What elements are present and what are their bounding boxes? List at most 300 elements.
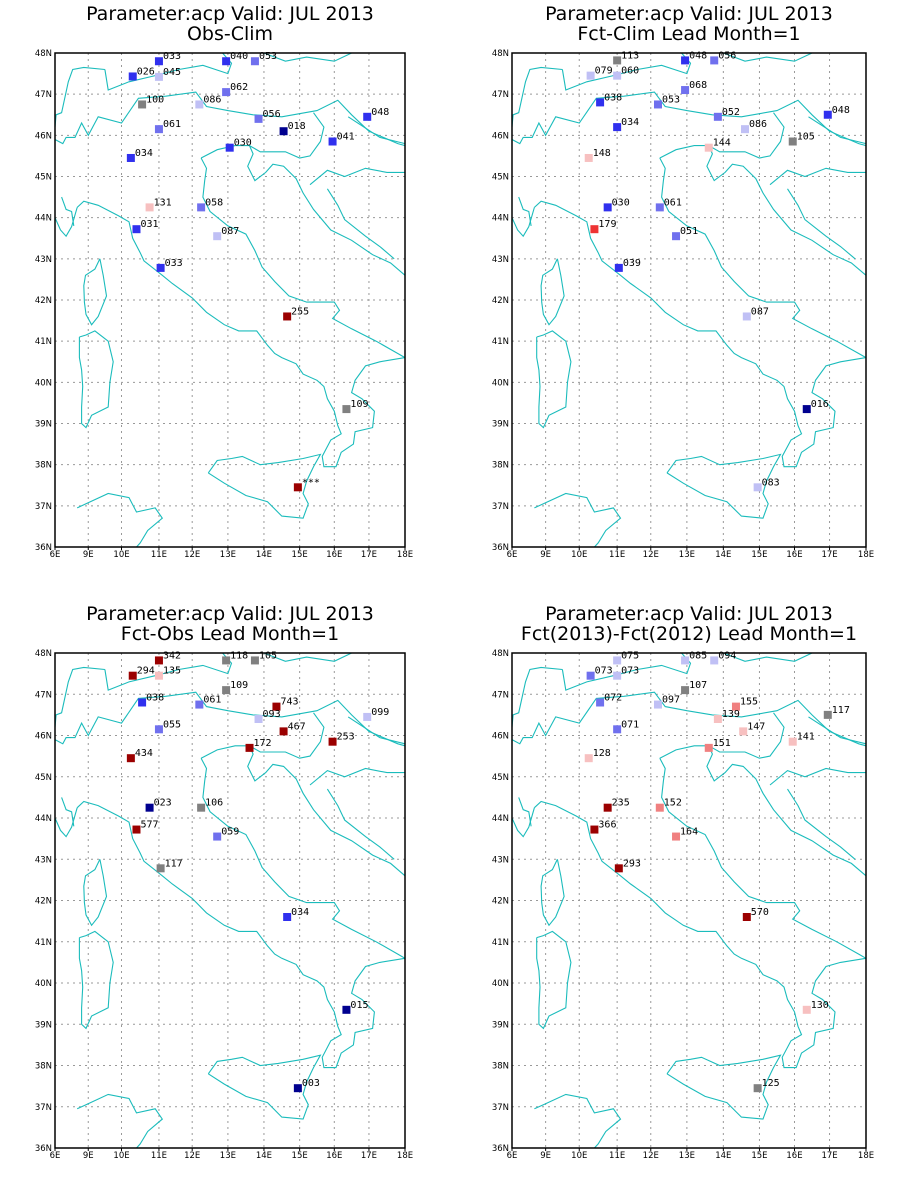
station-value-label: 051 <box>680 226 699 238</box>
coastline <box>84 259 107 325</box>
station-marker[interactable] <box>157 864 165 872</box>
station-value-label: *** <box>301 477 320 489</box>
station-marker[interactable] <box>743 913 751 921</box>
station-marker[interactable] <box>672 833 680 841</box>
station-value-label: 434 <box>134 748 153 760</box>
x-tick-label: 9E <box>82 550 94 560</box>
station-value-label: 255 <box>291 306 310 318</box>
y-tick-label: 41N <box>491 937 509 948</box>
station-value-label: 048 <box>689 50 708 62</box>
station-value-label: 147 <box>747 721 766 733</box>
station-value-label: 144 <box>712 137 731 149</box>
y-axis <box>35 49 52 553</box>
station-marker[interactable] <box>329 138 337 146</box>
y-tick-label: 36N <box>34 543 52 553</box>
station-marker[interactable] <box>363 713 371 721</box>
station-value-label: 117 <box>831 704 850 716</box>
station-value-label: 031 <box>140 219 159 231</box>
station-value-label: 056 <box>262 108 281 120</box>
x-tick-label: 17E <box>821 550 838 560</box>
station-value-label: 151 <box>712 737 731 749</box>
x-tick-label: 17E <box>360 1151 378 1161</box>
station-value-label: 125 <box>761 1078 780 1090</box>
coastline <box>348 717 405 744</box>
y-tick-label: 47N <box>491 90 509 101</box>
station-value-label: 053 <box>258 51 277 63</box>
coastline <box>310 769 405 786</box>
station-marker[interactable] <box>127 754 135 762</box>
station-value-label: 093 <box>262 709 281 720</box>
coastline <box>541 259 564 325</box>
grid-lines <box>55 653 405 1148</box>
station-value-label: 164 <box>680 826 699 838</box>
station-value-label: 172 <box>253 737 272 749</box>
x-tick-label: 15E <box>291 550 308 560</box>
station-marker[interactable] <box>251 656 259 664</box>
station-value-label: 118 <box>230 650 249 662</box>
station-value-label: 097 <box>661 694 681 706</box>
x-axis <box>50 1148 413 1161</box>
station-value-label: 152 <box>663 797 682 809</box>
station-marker[interactable] <box>222 88 230 96</box>
coastline <box>519 797 531 826</box>
y-tick-label: 40N <box>34 979 52 989</box>
y-tick-label: 38N <box>491 460 509 471</box>
station-marker[interactable] <box>155 725 163 733</box>
x-tick-label: 18E <box>857 1151 875 1161</box>
station-marker[interactable] <box>246 744 254 752</box>
coastline <box>55 808 77 837</box>
y-tick-label: 43N <box>491 855 509 866</box>
station-value-label: 072 <box>604 692 623 704</box>
coastline <box>788 189 856 259</box>
y-tick-label: 36N <box>34 1144 52 1154</box>
station-marker[interactable] <box>587 72 595 80</box>
x-tick-label: 14E <box>715 550 732 560</box>
station-value-label: 003 <box>301 1078 320 1090</box>
y-axis <box>492 649 509 1154</box>
y-tick-label: 45N <box>491 172 509 183</box>
station-value-label: 045 <box>162 66 182 78</box>
station-marker[interactable] <box>681 656 689 664</box>
coastline <box>264 653 352 661</box>
coastline <box>201 146 405 276</box>
station-value-label: 105 <box>796 131 815 143</box>
y-tick-label: 48N <box>34 49 52 59</box>
x-tick-label: 6E <box>506 550 518 560</box>
station-value-label: 033 <box>162 51 182 63</box>
station-marker[interactable] <box>138 100 146 108</box>
x-tick-label: 15E <box>291 1151 308 1161</box>
y-tick-label: 41N <box>34 337 52 348</box>
station-marker[interactable] <box>155 57 163 65</box>
x-tick-label: 9E <box>540 550 552 560</box>
station-marker[interactable] <box>129 672 137 680</box>
station-marker[interactable] <box>590 826 598 834</box>
station-marker[interactable] <box>157 264 165 272</box>
station-marker[interactable] <box>596 699 604 707</box>
station-value-label: 294 <box>136 665 155 677</box>
station-marker[interactable] <box>132 826 140 834</box>
station-markers <box>127 51 389 491</box>
station-value-label: 105 <box>258 650 277 662</box>
station-value-label: 030 <box>233 137 252 149</box>
y-tick-label: 37N <box>491 1102 509 1113</box>
y-tick-label: 47N <box>34 90 52 101</box>
coastline <box>809 117 867 144</box>
station-marker[interactable] <box>803 405 811 413</box>
station-value-label: 059 <box>221 826 240 838</box>
station-value-label: 079 <box>594 65 613 77</box>
coastline <box>79 931 113 1028</box>
coastline <box>79 331 113 428</box>
station-value-label: 033 <box>164 257 183 269</box>
station-value-label: 130 <box>810 999 829 1011</box>
y-tick-label: 42N <box>34 296 52 306</box>
station-marker[interactable] <box>743 312 751 320</box>
station-value-label: 135 <box>162 665 182 677</box>
map-panel-1 <box>35 3 413 560</box>
station-value-label: 015 <box>350 999 369 1011</box>
station-value-label: 141 <box>796 731 815 743</box>
x-tick-label: 12E <box>642 1151 659 1161</box>
station-value-label: 061 <box>162 119 182 131</box>
station-value-label: 094 <box>718 650 737 662</box>
x-tick-label: 16E <box>786 1151 803 1161</box>
y-tick-label: 37N <box>491 501 509 512</box>
y-tick-label: 44N <box>34 213 52 224</box>
panel-title: Parameter:acp Valid: JUL 2013 <box>545 603 833 625</box>
station-value-label: 038 <box>146 692 165 704</box>
y-tick-label: 42N <box>491 896 509 907</box>
x-tick-label: 11E <box>609 550 626 560</box>
y-tick-label: 38N <box>491 1061 509 1072</box>
station-value-label: 034 <box>291 907 310 918</box>
y-tick-label: 46N <box>491 731 509 742</box>
y-tick-label: 39N <box>491 1020 509 1031</box>
x-tick-label: 12E <box>184 1151 201 1161</box>
x-tick-label: 6E <box>506 1151 518 1161</box>
y-tick-label: 39N <box>34 1020 52 1031</box>
station-value-label: 570 <box>750 907 769 918</box>
station-marker[interactable] <box>613 725 621 733</box>
y-tick-label: 43N <box>491 254 509 265</box>
station-marker[interactable] <box>197 203 205 211</box>
station-marker[interactable] <box>714 715 722 723</box>
station-marker[interactable] <box>155 672 163 680</box>
station-marker[interactable] <box>615 264 623 272</box>
x-tick-label: 12E <box>184 550 201 560</box>
station-markers <box>585 50 850 491</box>
station-marker[interactable] <box>155 125 163 133</box>
station-marker[interactable] <box>155 73 163 81</box>
station-marker[interactable] <box>613 56 621 64</box>
station-marker[interactable] <box>127 154 135 162</box>
station-value-label: 100 <box>146 94 165 106</box>
station-value-label: 052 <box>721 106 740 118</box>
station-marker[interactable] <box>587 672 595 680</box>
station-marker[interactable] <box>604 804 612 812</box>
panel-subtitle: Fct-Obs Lead Month=1 <box>120 623 340 645</box>
station-marker[interactable] <box>146 804 154 812</box>
coastline <box>788 789 856 859</box>
station-value-label: 099 <box>371 706 390 718</box>
coastline <box>264 53 352 61</box>
station-marker[interactable] <box>739 727 747 735</box>
y-tick-label: 37N <box>34 1102 52 1113</box>
station-value-label: 743 <box>280 696 299 708</box>
x-axis <box>507 547 874 560</box>
station-value-label: 107 <box>689 680 708 692</box>
x-tick-label: 17E <box>821 1151 838 1161</box>
coastline <box>77 494 162 548</box>
station-value-label: 061 <box>663 197 682 209</box>
station-marker[interactable] <box>138 699 146 707</box>
x-tick-label: 11E <box>150 1151 168 1161</box>
panel-subtitle: Fct-Clim Lead Month=1 <box>577 23 801 45</box>
station-marker[interactable] <box>613 656 621 664</box>
coastline <box>723 53 812 61</box>
station-value-label: 062 <box>230 82 249 94</box>
station-marker[interactable] <box>710 56 718 64</box>
station-marker[interactable] <box>132 225 140 233</box>
panel-title: Parameter:acp Valid: JUL 2013 <box>545 3 833 25</box>
station-value-label: 577 <box>140 819 159 831</box>
y-tick-label: 37N <box>34 501 52 512</box>
coastline <box>660 746 866 876</box>
x-tick-label: 18E <box>396 550 414 560</box>
station-value-label: 068 <box>689 80 708 92</box>
station-value-label: 131 <box>153 197 172 209</box>
station-marker[interactable] <box>363 113 371 121</box>
station-marker[interactable] <box>226 144 234 152</box>
coastline <box>62 197 74 226</box>
station-marker[interactable] <box>585 154 593 162</box>
x-tick-label: 11E <box>609 1151 626 1161</box>
station-marker[interactable] <box>714 113 722 121</box>
station-value-label: 085 <box>689 650 708 662</box>
station-marker[interactable] <box>596 98 604 106</box>
station-marker[interactable] <box>705 144 713 152</box>
x-tick-label: 13E <box>219 1151 236 1161</box>
x-tick-label: 6E <box>49 1151 61 1161</box>
station-marker[interactable] <box>146 203 154 211</box>
station-marker[interactable] <box>280 727 288 735</box>
grid-lines <box>512 653 866 1148</box>
station-marker[interactable] <box>197 804 205 812</box>
station-value-label: 293 <box>622 858 641 870</box>
coastline <box>534 1094 620 1148</box>
x-tick-label: 13E <box>678 1151 695 1161</box>
station-marker[interactable] <box>213 833 221 841</box>
station-marker[interactable] <box>824 111 832 119</box>
y-tick-label: 39N <box>34 419 52 430</box>
station-marker[interactable] <box>294 483 302 491</box>
station-marker[interactable] <box>590 225 598 233</box>
y-tick-label: 44N <box>491 814 509 824</box>
station-value-label: 058 <box>205 197 224 209</box>
x-axis <box>50 547 413 560</box>
station-value-label: 075 <box>621 650 640 662</box>
station-marker[interactable] <box>672 232 680 240</box>
station-value-label: 155 <box>739 696 759 708</box>
coastline <box>348 117 405 144</box>
coastline <box>723 653 812 661</box>
station-marker[interactable] <box>195 701 203 709</box>
y-tick-label: 38N <box>34 1061 52 1072</box>
station-value-label: 056 <box>718 50 737 62</box>
panel-subtitle: Fct(2013)-Fct(2012) Lead Month=1 <box>520 623 858 645</box>
station-value-label: 106 <box>205 797 224 809</box>
station-value-label: 253 <box>336 731 355 743</box>
coastline <box>201 746 405 876</box>
station-marker[interactable] <box>213 232 221 240</box>
station-marker[interactable] <box>585 754 593 762</box>
coastline <box>77 201 405 467</box>
coastline <box>537 331 571 428</box>
station-marker[interactable] <box>789 138 797 146</box>
y-tick-label: 47N <box>491 690 509 701</box>
station-marker[interactable] <box>754 1084 762 1092</box>
y-tick-label: 40N <box>491 979 509 989</box>
y-tick-label: 39N <box>491 419 509 430</box>
station-value-label: 038 <box>604 92 623 104</box>
y-tick-label: 45N <box>491 772 509 783</box>
station-value-label: 071 <box>621 719 640 731</box>
station-markers <box>585 650 850 1092</box>
station-marker[interactable] <box>613 72 621 80</box>
x-tick-label: 18E <box>396 1151 414 1161</box>
station-marker[interactable] <box>656 203 664 211</box>
station-markers <box>127 650 389 1092</box>
x-tick-label: 6E <box>49 550 61 560</box>
y-tick-label: 40N <box>491 378 509 389</box>
station-marker[interactable] <box>294 1084 302 1092</box>
station-marker[interactable] <box>654 100 662 108</box>
x-tick-label: 12E <box>642 550 659 560</box>
y-axis <box>492 49 509 553</box>
station-marker[interactable] <box>255 115 263 123</box>
station-marker[interactable] <box>681 56 689 64</box>
y-tick-label: 43N <box>34 855 52 866</box>
x-tick-label: 14E <box>255 550 273 560</box>
coastline <box>809 717 867 744</box>
coastline <box>534 802 866 1068</box>
station-value-label: 083 <box>761 477 780 489</box>
x-tick-label: 9E <box>540 1151 552 1161</box>
station-marker[interactable] <box>222 57 230 65</box>
station-value-label: 179 <box>598 219 617 231</box>
x-tick-label: 11E <box>150 550 168 560</box>
station-marker[interactable] <box>280 127 288 135</box>
x-tick-label: 16E <box>326 550 343 560</box>
station-value-label: 109 <box>350 399 369 411</box>
station-marker[interactable] <box>613 672 621 680</box>
coastline <box>534 201 866 467</box>
station-value-label: 073 <box>621 665 640 677</box>
station-value-label: 148 <box>592 147 611 159</box>
coastline <box>55 207 77 236</box>
map-panel-4 <box>492 603 874 1161</box>
panel-subtitle: Obs-Clim <box>186 23 274 45</box>
station-value-label: 061 <box>203 694 222 706</box>
station-marker[interactable] <box>654 701 662 709</box>
station-marker[interactable] <box>329 738 337 746</box>
coastline <box>512 207 534 236</box>
station-marker[interactable] <box>155 656 163 664</box>
coastline <box>512 808 534 837</box>
x-tick-label: 18E <box>857 550 875 560</box>
station-value-label: 087 <box>221 226 240 238</box>
station-marker[interactable] <box>129 72 137 80</box>
x-tick-label: 14E <box>715 1151 732 1161</box>
station-value-label: 117 <box>164 858 183 870</box>
station-value-label: 048 <box>831 104 850 116</box>
station-value-label: 034 <box>621 117 640 129</box>
x-tick-label: 10E <box>113 1151 130 1161</box>
station-marker[interactable] <box>741 125 749 133</box>
station-marker[interactable] <box>604 203 612 211</box>
x-tick-label: 16E <box>326 1151 343 1161</box>
coastline <box>660 146 866 276</box>
station-value-label: 128 <box>592 748 611 760</box>
station-marker[interactable] <box>705 744 713 752</box>
station-value-label: 055 <box>162 719 182 731</box>
station-marker[interactable] <box>754 483 762 491</box>
station-value-label: 034 <box>134 147 153 159</box>
station-marker[interactable] <box>342 1006 350 1014</box>
station-marker[interactable] <box>283 312 291 320</box>
station-marker[interactable] <box>789 738 797 746</box>
station-marker[interactable] <box>342 405 350 413</box>
station-value-label: 030 <box>611 197 630 209</box>
station-value-label: 053 <box>661 94 681 106</box>
station-marker[interactable] <box>656 804 664 812</box>
grid-lines <box>55 53 405 547</box>
station-value-label: 086 <box>203 94 222 106</box>
station-marker[interactable] <box>195 100 203 108</box>
x-tick-label: 10E <box>113 550 130 560</box>
station-value-label: 026 <box>136 66 155 78</box>
station-marker[interactable] <box>824 711 832 719</box>
station-marker[interactable] <box>222 656 230 664</box>
station-marker[interactable] <box>615 864 623 872</box>
y-tick-label: 45N <box>34 772 52 783</box>
station-value-label: 060 <box>621 65 640 77</box>
station-marker[interactable] <box>283 913 291 921</box>
station-marker[interactable] <box>681 686 689 694</box>
coastline <box>537 931 571 1028</box>
station-marker[interactable] <box>681 86 689 94</box>
station-marker[interactable] <box>710 656 718 664</box>
station-marker[interactable] <box>255 715 263 723</box>
coastline <box>541 859 564 925</box>
station-marker[interactable] <box>613 123 621 131</box>
coastline <box>327 789 394 859</box>
station-value-label: 342 <box>162 650 182 662</box>
station-marker[interactable] <box>251 57 259 65</box>
y-tick-label: 36N <box>491 543 509 553</box>
station-value-label: 048 <box>371 106 390 118</box>
x-tick-label: 17E <box>360 550 378 560</box>
station-marker[interactable] <box>803 1006 811 1014</box>
y-tick-label: 43N <box>34 254 52 265</box>
coastline <box>310 168 405 184</box>
x-tick-label: 10E <box>571 550 588 560</box>
y-tick-label: 46N <box>34 731 52 742</box>
panel-title: Parameter:acp Valid: JUL 2013 <box>86 603 374 625</box>
station-marker[interactable] <box>222 686 230 694</box>
